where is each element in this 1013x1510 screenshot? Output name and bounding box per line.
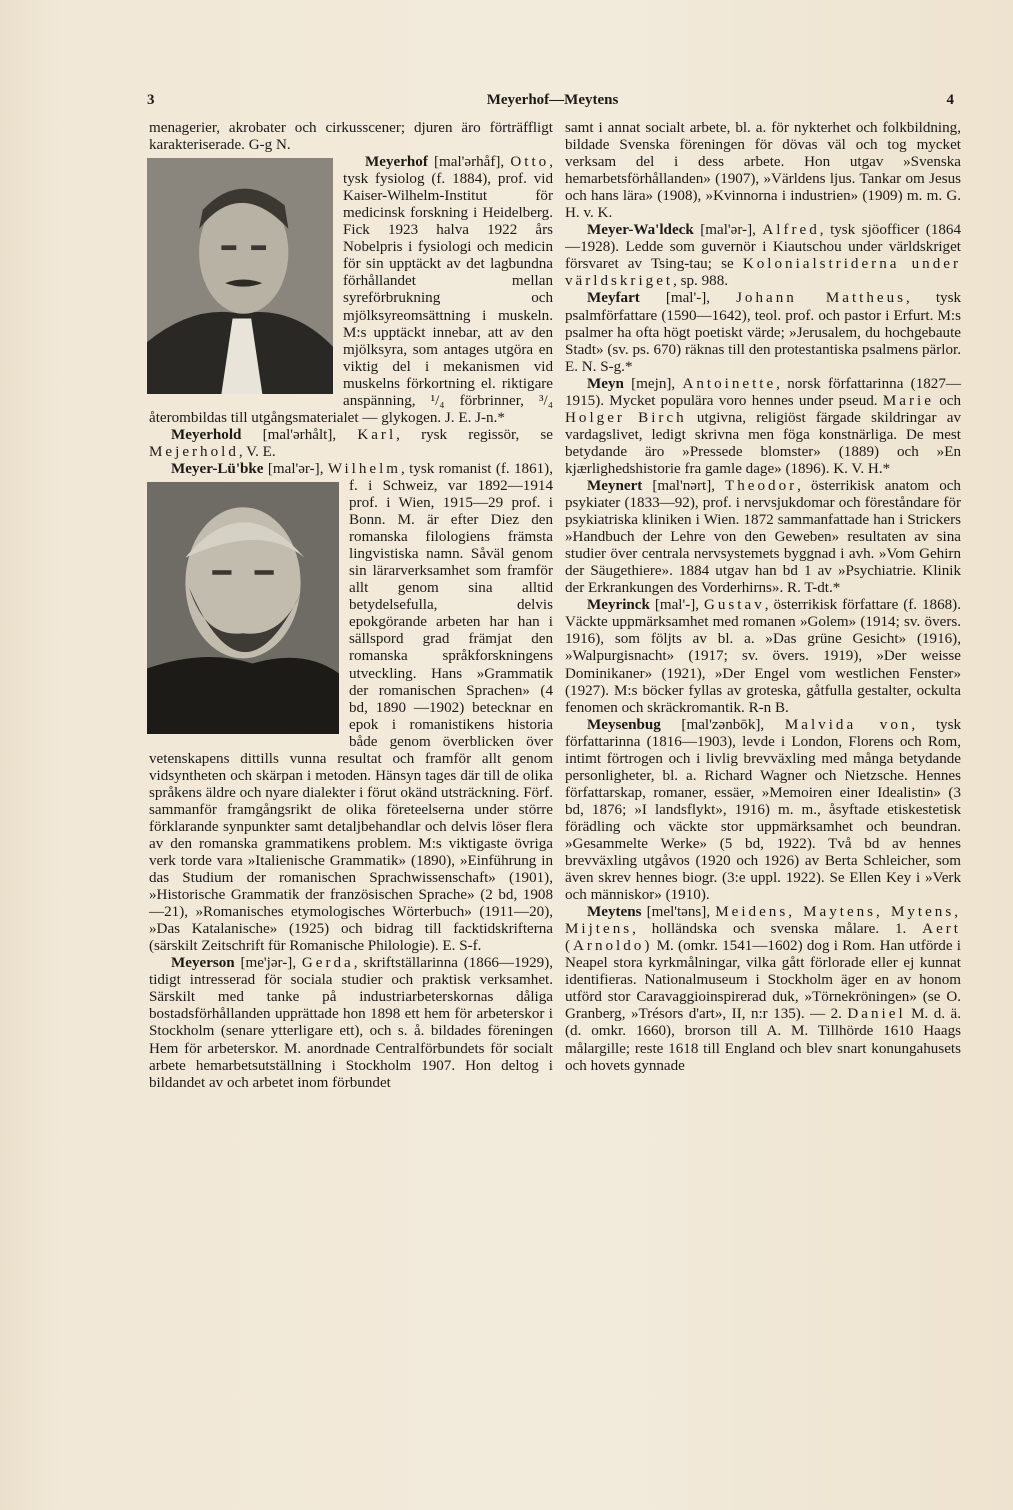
given-name: Theodor <box>725 477 798 494</box>
cross-reference: Kolonialstriderna under världskriget <box>565 256 961 290</box>
entry-meynert <box>565 478 961 597</box>
given-name: Wilhelm <box>327 460 402 477</box>
entry-text: , sp. 988. <box>673 273 729 290</box>
right-page-number: 4 <box>946 92 954 108</box>
given-name: Otto <box>510 154 550 171</box>
entry-continuation: menagerier, akrobater och cirkusscener; djuren äro förträffligt karakteriserade. G-g N. <box>149 120 553 154</box>
headword: Meyerhof <box>365 154 428 171</box>
entry-text: , norsk författarinna (1827—1915). Mycket populära voro hennes under pseud. <box>565 375 961 409</box>
entry-meyfart <box>565 290 961 375</box>
given-name: Johann Mattheus <box>736 290 907 307</box>
headword: Meysenbug <box>587 716 661 733</box>
pronunciation: [mal'ərhålt], <box>241 426 358 443</box>
cross-reference: Mejerhold <box>149 443 239 460</box>
pronunciation: [mal'nərt], <box>642 477 726 494</box>
entry-text: , skriftställarinna (1866—1929), tidigt intresserad för sociala studier och praktisk verksamhet. Särskilt med tanke på industriarbeterskornas dåliga bostadsförhållanden upprättade hon 1898 ett hem för arbeterskor i Stockholm (senare ytterligare ett), och s. å. bildades föreningen Hem för arbeterskor. M. anordnade Centralförbundets för socialt arbete hemarbetsutställning i Stockholm 1907. Hon deltog i bildandet av och arbetet inom förbundet <box>149 955 553 1091</box>
headword: Meyrinck <box>587 597 650 614</box>
page-header <box>145 92 960 114</box>
headword: Meytens <box>587 904 642 921</box>
left-page-number: 3 <box>147 92 155 108</box>
pseudonym: Holger Birch <box>565 409 687 426</box>
given-name: Antoinette <box>682 375 777 392</box>
pronunciation: [mal'zənbōk], <box>660 716 785 733</box>
entry-text: och <box>933 392 961 409</box>
pronunciation: [mal'ərhåf], <box>427 154 511 171</box>
entry-meyerson <box>149 955 553 1091</box>
entry-text: , tysk författarinna (1816—1903), levde i London, Florens och Rom, intimt förtrogen och i livlig brevväxling med många betydande personligheter, bl. a. Richard Wagner och Nietzsche. Hennes författarskap, romaner, essäer, »Memoiren einer Idealistin» (3 bd, 1876; »I landsflykt», 1916) m. m., åsyftade etiskestetisk förädling och väckte stor uppmärksamhet och beundran. »Gesammelte Werke» (5 bd, 1922). Två bd av hennes brevväxling utgåvos (1920 och 1926) av Berta Schleicher, som även skrev hennes biogr. (3:e uppl. 1922). Se Ellen Key i »Verk och människor» (1910). <box>565 716 961 904</box>
entry-text: , tysk romanist (f. 1861), f. i Schweiz, var 1892—1914 prof. i Wien, 1915—29 prof. i Bonn. M. är efter Diez den romanska filologiens främsta lingvistiska namn. Såväl genom sin lärarverksamhet som framför allt genom sina alltid betydelsefulla, delvis epokgörande arbeten har han i sällspord grad främjat den romanska språkforskningens utveckling. Hans »Grammatik der romanischen Sprachen» (4 bd, 1890 —1902) betecknar en epok i romanistikens historia både genom överblicken över vetenskapens dittills vunna resultat och framför allt genom vidsyntheten och skärpan i metoden. Hänsyn tages där till de olika språkens äldre och nyare dialekter i förut okänd utsträckning. Förf. sammanför framgångsrikt de olika företeelserna under större förklarande synpunkter samt detaljbehandlar och delvis löser flera av den romanska grammatikens problem. M:s viktigaste övriga verk torde vara »Italienische Grammatik» (1890), »Einführung in das Studium der romanischen Sprachwissenschaft» (1901), »Historische Grammatik der französischen Sprache» (2 bd, 1908—21), »Romanisches etymologisches Wörterbuch» (1911—20), »Das Katalanische» (1925) och bidrag till facktidskrifterna (särskilt Zeitschrift für Romanische Philologie). E. S-f. <box>149 460 553 955</box>
entry-text: , österrikisk författare (f. 1868). Väckte uppmärksamhet med romanen »Golem» (1914; sv. övers. 1916), som följts av bl. a. »Das grüne Gesicht» (1916), »Walpurgisnacht» (1917; sv. övers. 1919), »Der weisse Dominikaner» (1921), »Der Engel vom westlichen Fenster» (1927). M:s böcker fyllas av groteska, gåtfulla gestalter, ockulta fenomen och skräckromantik. R-n B. <box>565 597 961 716</box>
headword: Meyn <box>587 375 624 392</box>
pronunciation: [mel'təns], <box>641 904 716 921</box>
entry-text: , tysk fysiolog (f. 1884), prof. vid Kaiser-Wilhelm-Institut för medicinsk forskning i Heidelberg. Fick 1923 halva 1922 års Nobelpris i fysiologi och medicin för sin upptäckt av det lagbundna förhållandet mellan syreförbrukning och mjölksyreomsättning i muskeln. M:s upptäckt innebar, att av den mjölksyra, som antages utgöra en viktig del i mekanismen vid muskelns förkortning el. riktigare anspänning, ¹/₄ förbrinner, ³/₄ återombildas till utgångsmaterialet — glykogen. J. E. J-n.* <box>149 154 553 426</box>
portrait-photo-meyer-lubke <box>147 482 339 734</box>
headword: Meynert <box>587 477 643 494</box>
given-name: Gerda <box>301 955 354 972</box>
given-name: Gustav <box>703 597 765 614</box>
entry-meysenbug <box>565 717 961 905</box>
pseudonym: Marie <box>882 392 934 409</box>
entry-meyn <box>565 376 961 478</box>
pronunciation: [mal'ər-], <box>263 460 328 477</box>
entry-meyer-waldeck <box>565 222 961 290</box>
entry-text: , holländska och svenska målare. 1. <box>632 921 923 938</box>
left-column <box>149 120 553 1092</box>
pronunciation: [mal'-], <box>639 290 737 307</box>
headword: Meyer-Lü'bke <box>171 460 264 477</box>
pronunciation: [mal'ər-], <box>693 222 763 239</box>
entry-meyerhold <box>149 427 553 461</box>
entry-meyerhof-otto <box>149 154 553 427</box>
entry-meytens <box>565 904 961 1074</box>
running-title: Meyerhof—Meytens <box>486 92 619 108</box>
pronunciation: [me'jər-], <box>234 955 302 972</box>
entry-text: M. (omkr. 1541—1602) dog i Rom. Han utförde i Neapel stora kyrkmålningar, vilka gått förlorade eller ej kunnat identifieras. Nationalmuseum i Stockholm äger en av honom utförd stor Caravaggioinspirerad duk, »Törnekröningen» (se O. Granberg, »Trésors d'art», II, n:r 135). — 2. <box>565 938 961 1023</box>
given-name: Malvida von <box>784 716 912 733</box>
entry-text: , österrikisk anatom och psykiater (1833—92), prof. i nervsjukdomar och föreståndare för psykiatriska kliniken i Wien. 1872 sammanfattade han i Strickers »Handbuch der Lehre von den Geweben» resultaten av sina studier över centrala nervsystemets byggnad i avh. »Vom Gehirn der Säugethiere». 1884 utgav han bd 1 av »Psychiatrie. Klinik der Erkrankungen des Vorderhirns». R. T-dt.* <box>565 477 961 597</box>
given-name: Karl <box>357 426 397 443</box>
entry-text: , V. E. <box>238 443 276 460</box>
headword: Meyer-Wa'ldeck <box>587 222 694 239</box>
entry-meyer-lubke <box>149 461 553 955</box>
entry-text: utgivna, religiöst färgade skildringar av vardagslivet, ledigt skrivna men föga konstnärliga. De mest betydande äro »Pressede blomster» (1889) och »En kjærlighedshistorie fra gamle dage» (1896). K. V. H.* <box>565 409 961 477</box>
headword: Meyerson <box>171 955 235 972</box>
headword: Meyfart <box>587 290 640 307</box>
entry-text: M. d. ä. (d. omkr. 1660), brorson till A. M. Tillhörde 1610 Haags målargille; reste 1618 till England och blev snart konungahusets och hovets gynnade <box>565 1006 962 1074</box>
pronunciation: [mal'-], <box>649 597 704 614</box>
name-variants: Meidens, Maytens, Mytens, Mijtens <box>565 904 961 938</box>
given-name: Aert (Arnoldo) <box>565 921 961 955</box>
entry-meyrinck <box>565 597 961 716</box>
entry-text: , tysk sjöofficer (1864—1928). Ledde som guvernör i Kiautschou under världskriget försvaret av Tsing-tau; se <box>565 222 962 273</box>
headword: Meyerhold <box>171 426 242 443</box>
given-name: Alfred <box>762 222 820 239</box>
pronunciation: [mejn], <box>623 375 683 392</box>
entry-text: , rysk regissör, se <box>396 426 553 443</box>
entry-text: , tysk psalmförfattare (1590—1642), teol. prof. och pastor i Erfurt. M:s psalmer ha ofta högt poetiskt värde; »Jerusalem, du hochgebaute Stadt» (sv. ps. 670) räknas till den protestantiska psalmens pärlor. E. N. S-g.* <box>565 290 961 375</box>
portrait-photo-meyerhof <box>147 158 333 394</box>
right-column <box>565 120 961 1075</box>
entry-continuation: samt i annat socialt arbete, bl. a. för nykterhet och folkbildning, bildade Svenska föreningen för dövas väl och tog mycket verksam del i dess arbete. Hon utgav »Svenska hemarbetsförhållanden» (1907), »Världens ljus. Tankar om Jesus och hans lära» (1908), »Kvinnorna i industrien» (1909) m. m. G. H. v. K. <box>565 120 961 222</box>
given-name: Daniel <box>847 1006 906 1023</box>
